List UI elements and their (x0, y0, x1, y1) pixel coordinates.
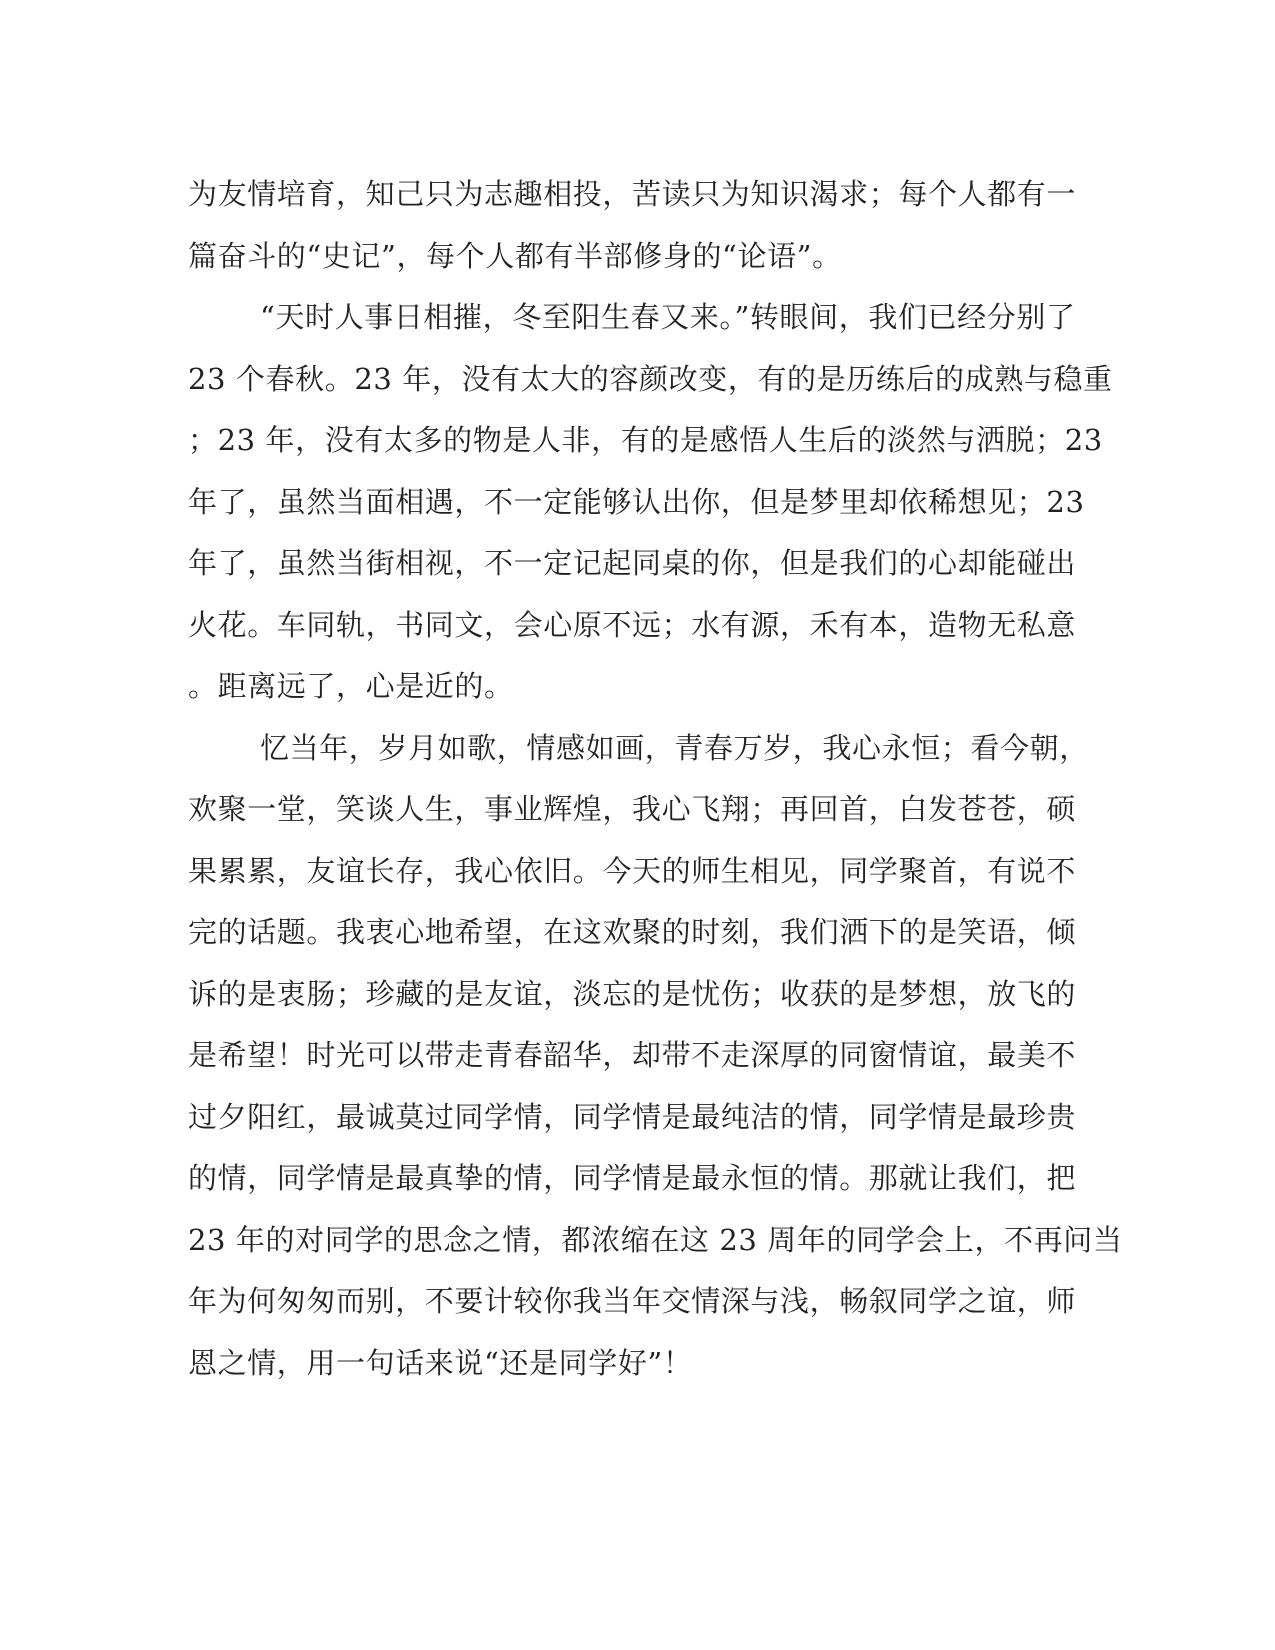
text-line: 年了，虽然当面相遇，不一定能够认出你，但是梦里却依稀想见；23 (188, 484, 1085, 519)
text-line: 23 年的对同学的思念之情，都浓缩在这 23 周年的同学会上，不再问当 (188, 1222, 1123, 1257)
text-line: 23 个春秋。23 年，没有太大的容颜改变，有的是历练后的成熟与稳重 (188, 361, 1113, 396)
text-line: 年了，虽然当街相视，不一定记起同桌的你，但是我们的心却能碰出 (188, 546, 1077, 580)
text-line: 完的话题。我衷心地希望，在这欢聚的时刻，我们洒下的是笑语，倾 (188, 915, 1077, 949)
text-line: 过夕阳红，最诚莫过同学情，同学情是最纯洁的情，同学情是最珍贵 (188, 1099, 1077, 1134)
paragraph-1 (188, 164, 1088, 287)
paragraph-2 (188, 287, 1113, 718)
text-line: 篇奋斗的“史记”，每个人都有半部修身的“论语”。 (188, 238, 842, 273)
text-line: 为友情培育，知己只为志趣相投，苦读只为知识渴求；每个人都有一 (188, 177, 1077, 211)
text-line: 恩之情，用一句话来说“还是同学好”！ (188, 1345, 693, 1380)
text-line: 忆当年，岁月如歌，情感如画，青春万岁，我心永恒；看今朝， (260, 730, 1089, 765)
text-line: 。距离远了，心是近的。 (188, 669, 514, 703)
text-line: 是希望！时光可以带走青春韶华，却带不走深厚的同窗情谊，最美不 (188, 1038, 1077, 1072)
text-line: “天时人事日相摧，冬至阳生春又来。”转眼间，我们已经分别了 (260, 300, 1076, 334)
text-line: 欢聚一堂，笑谈人生，事业辉煌，我心飞翔；再回首，白发苍苍，硕 (188, 792, 1077, 826)
body-text (188, 164, 1123, 1394)
text-line: 果累累，友谊长存，我心依旧。今天的师生相见，同学聚首，有说不 (188, 853, 1077, 888)
text-line: 火花。车同轨，书同文，会心原不远；水有源，禾有本，造物无私意 (188, 607, 1077, 642)
text-line: 年为何匆匆而别，不要计较你我当年交情深与浅，畅叙同学之谊，师 (188, 1284, 1077, 1318)
text-line: 诉的是衷肠；珍藏的是友谊，淡忘的是忧伤；收获的是梦想，放飞的 (188, 976, 1077, 1011)
paragraph-3 (188, 718, 1123, 1395)
text-line: 的情，同学情是最真挚的情，同学情是最永恒的情。那就让我们，把 (188, 1161, 1077, 1195)
text-line: ；23 年，没有太多的物是人非，有的是感悟人生后的淡然与洒脱；23 (188, 423, 1103, 457)
